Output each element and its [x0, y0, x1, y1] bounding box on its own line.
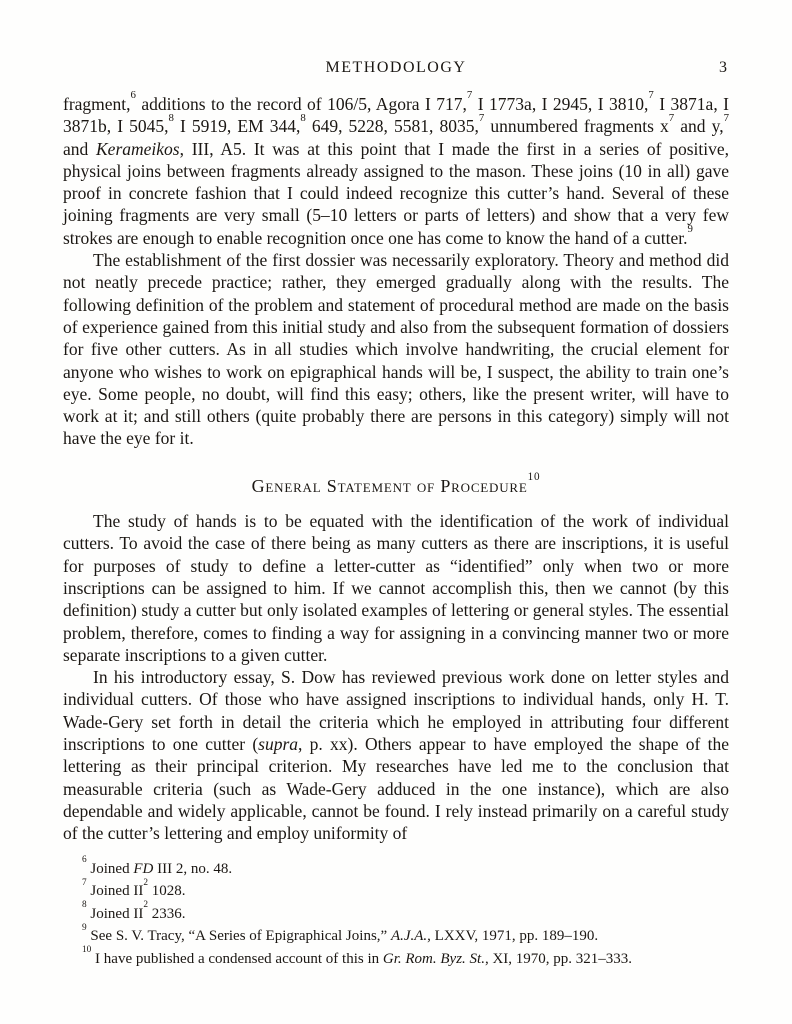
- text-run: unnumbered fragments x: [484, 116, 669, 137]
- text-run: , LXXV, 1971, pp. 189–190.: [427, 928, 599, 944]
- text-run: 10: [82, 945, 92, 956]
- text-run: Joined: [86, 860, 134, 877]
- text-run: 7: [723, 111, 730, 124]
- body-text: [63, 89, 730, 845]
- footnote-10: [63, 945, 729, 971]
- footnote-7: [63, 877, 729, 903]
- text-run: supra: [258, 734, 299, 755]
- text-run: Gr. Rom. Byz. St.: [382, 950, 485, 967]
- text-run: 1028.: [147, 883, 186, 899]
- text-run: 8: [168, 111, 174, 124]
- text-run: General Statement of Procedure: [251, 475, 528, 496]
- text-run: A.J.A.: [390, 928, 428, 944]
- text-run: I 5919, EM 344,: [173, 116, 301, 137]
- text-run: 6: [130, 89, 136, 102]
- text-run: 7: [82, 877, 87, 888]
- text-run: 7: [478, 111, 485, 124]
- text-run: 10: [527, 470, 541, 483]
- text-run: 8: [82, 900, 87, 911]
- section-heading: [63, 470, 729, 497]
- text-run: I have published a condensed account of this in: [91, 950, 383, 967]
- text-run: , p. xx). Others appear to have employed the shape of the lettering as their principal criterion. My researches have led me to the conclusion that measurable criteria (such as Wade-Gery adduced in the one instance), which are also dependable and widely applicable, cannot be found. I rely instead primarily on a careful study of the cutter’s lettering and employ uniformity of: [63, 734, 729, 844]
- running-title: METHODOLOGY: [325, 59, 467, 76]
- text-run: 6: [82, 855, 87, 866]
- text-run: I 1773a, I 2945, I 3810,: [472, 94, 649, 114]
- text-run: 8: [300, 111, 306, 124]
- text-run: 2: [143, 900, 148, 911]
- footnote-8: [63, 900, 729, 926]
- page-content: [63, 58, 729, 970]
- text-run: III 2, no. 48.: [153, 860, 233, 877]
- text-run: 649, 5228, 5581, 8035,: [305, 116, 479, 137]
- footnotes: [63, 855, 729, 971]
- text-run: and y,: [674, 116, 724, 137]
- text-run: 7: [648, 89, 654, 102]
- text-run: additions to the record of 106/5, Agora I 717,: [135, 94, 467, 114]
- paragraph-establishment-dossier: [63, 249, 729, 450]
- text-run: The study of hands is to be equated with the identification of the work of individual cutters. To avoid the case of there being as many cutters as there are inscriptions, it is useful for purposes of study to define a letter-cutter as “identified” only when two or more inscriptions can be assigned to him. If we cannot accomplish this, then we cannot (by this definition) study a cutter but only isolated examples of lettering or general styles. The essential problem, therefore, comes to finding a way for assigning in a convincing manner two or more separate inscriptions to a given cutter.: [63, 511, 729, 665]
- text-run: 7: [466, 89, 473, 102]
- page-number: 3: [719, 59, 727, 76]
- text-run: I 3871a, I 3871b, I 5045,: [63, 94, 729, 137]
- text-run: See S. V. Tracy, “A Series of Epigraphical Joins,”: [86, 928, 391, 944]
- text-run: , XI, 1970, pp. 321–333.: [484, 950, 633, 967]
- text-run: In his introductory essay, S. Dow has reviewed previous work done on letter styles and individual cutters. Of those who have assigned inscriptions to individual hands, only H. T. Wade-Gery set forth in detail the criteria which he employed in attributing four different inscriptions to one cutter (: [63, 667, 729, 755]
- text-run: 7: [668, 111, 675, 124]
- text-run: Joined II: [86, 905, 144, 922]
- text-run: The establishment of the first dossier was necessarily exploratory. Theory and method did not neatly precede practice; rather, they emerged gradually along with the results. The following definition of the problem and statement of procedural method are made on the basis of experience gained from this initial study and also from the subsequent formation of dossiers for five other cutters. As in all studies which involve handwriting, the crucial element for anyone who wishes to work on epigraphical hands will be, I suspect, the ability to train one’s eye. Some people, no doubt, will find this easy; others, like the present writer, will have to work at it; and still others (quite probably there are persons in this category) simply will not have the eye for it.: [63, 250, 729, 449]
- text-run: Joined II: [86, 883, 144, 899]
- paragraph-fragment-joins: [63, 89, 730, 249]
- footnote-9: [63, 922, 729, 948]
- text-run: , III, A5. It was at this point that I made the first in a series of positive, physical joins between fragments already assigned to the mason. These joins (10 in all) gave proof in concrete fashion that I could indeed recognize this cutter’s hand. Several of these joining fragments are very small (5–10 letters or parts of letters) and show that a very few strokes are enough to enable recognition once one has come to know the hand of a cutter.: [63, 138, 729, 248]
- running-head: [63, 58, 729, 78]
- text-run: 2336.: [147, 905, 186, 922]
- text-run: 9: [82, 922, 87, 933]
- text-run: fragment,: [63, 94, 131, 114]
- paragraph-introductory-essay: [63, 666, 729, 844]
- footnote-6: [63, 855, 729, 881]
- text-run: 2: [143, 877, 148, 888]
- text-run: Kerameikos: [96, 138, 180, 159]
- text-run: 9: [687, 223, 693, 236]
- text-run: FD: [133, 860, 154, 877]
- paragraph-study-of-hands: [63, 510, 729, 666]
- text-run: and: [63, 138, 96, 159]
